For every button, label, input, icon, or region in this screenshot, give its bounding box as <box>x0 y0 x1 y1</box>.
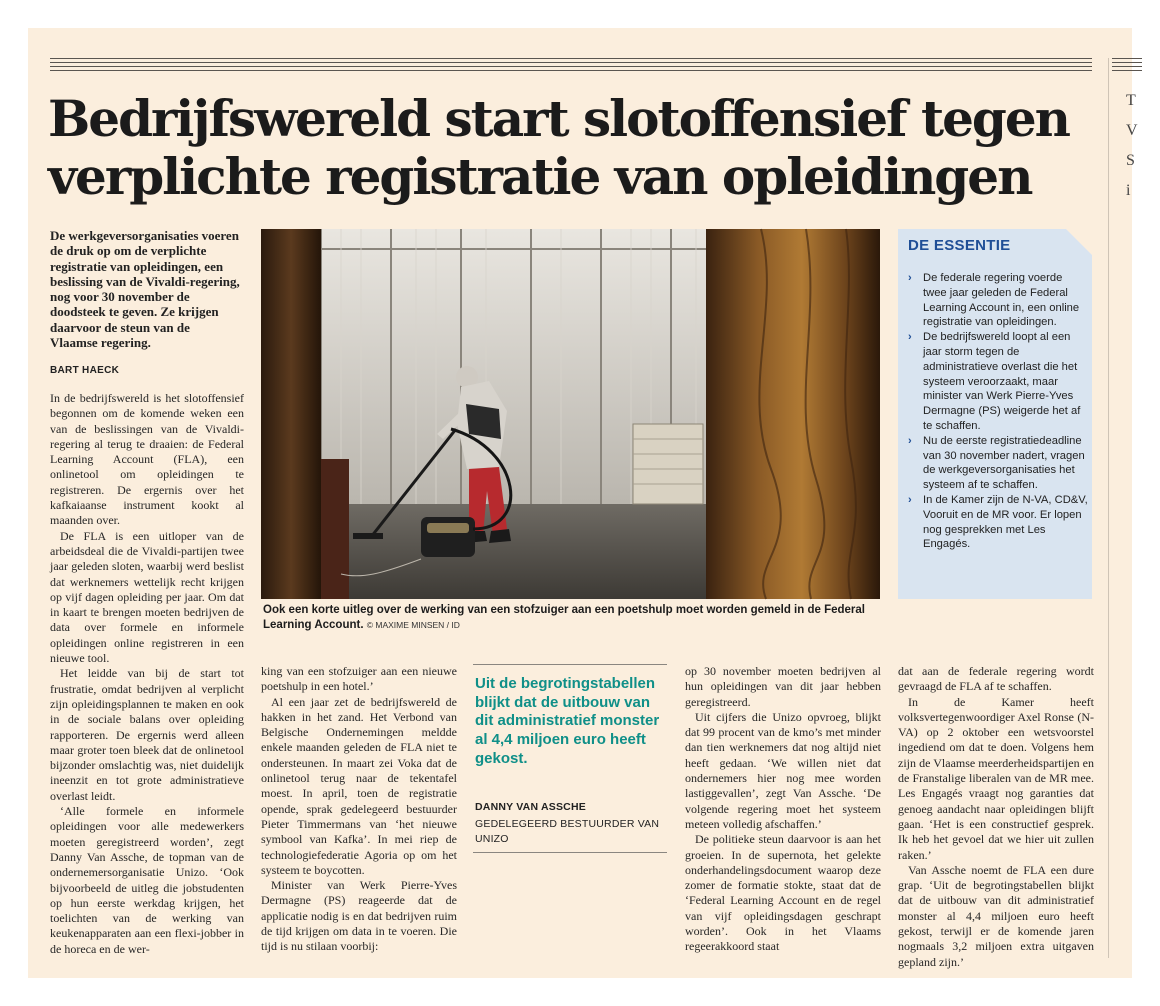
column-divider <box>1108 58 1109 958</box>
photo-credit: © MAXIME MINSEN / ID <box>366 620 460 630</box>
chevron-right-icon: › <box>908 331 912 344</box>
article-column-4 <box>898 664 1094 970</box>
article-column-2 <box>261 664 457 955</box>
quote-author-role: GEDELEGEERD BESTUURDER VAN UNIZO <box>475 818 660 845</box>
edge-letter: i <box>1126 182 1131 199</box>
essentie-box <box>898 229 1092 599</box>
headline-line-1: Bedrijfswereld start slotoffensief tegen <box>48 89 1070 148</box>
neighbor-rules <box>1112 58 1142 72</box>
chevron-right-icon: › <box>908 493 912 506</box>
quote-text: Uit de begrotingstabellen blijkt dat de uitbouw van dit administratief monster al 4,4 miljoen euro heeft gekost. <box>475 675 660 767</box>
photo-caption <box>263 603 883 633</box>
paragraph: In de Kamer heeft volksvertegenwoordiger Axel Ronse (N-VA) op 2 oktober een wetsvoorstel ingediend om dat te doen. Volgens hem zijn de Vlaamse meerderheidspartijen en de Franstalige liberalen van de MR mee. Les Engagés vraagt nog garanties dat genoeg aandacht naar opleidingen blijft gaan. ‘Het is een constructief gesprek. Ik heb het gevoel dat we hier uit zullen raken.’ <box>898 694 1094 862</box>
article-intro: De werkgeversorganisaties voeren de druk op om de verplichte registratie van opleidingen, een beslissing van de Vivaldi-regering, nog voor 30 november de doodsteek te geven. Ze krijgen daarvoor de steun van de Vlaamse regering. <box>50 228 240 351</box>
list-item-text: De bedrijfswereld loopt al een jaar storm tegen de administratieve overlast die het systeem veroorzaakt, maar minister van Werk Pierre-Yves Dermagne (PS) weigerde het af te schaffen. <box>923 331 1081 432</box>
headline <box>48 90 1098 206</box>
paragraph: De politieke steun daarvoor is aan het groeien. In de supernota, het gelekte onderhandelingsdocument waarop deze zomer de formatie stokte, staat dat de ‘Federal Learning Account en de regel van vijf opleidingsdagen geschrapt worden’. Ook in het Vlaams regeerakkoord staat <box>685 832 881 954</box>
neighbor-article-edge <box>1126 86 1136 206</box>
paragraph: De FLA is een uitloper van de arbeidsdeal die de Vivaldi-partijen twee jaar geleden sloten, waarbij werd beslist dat werknemers wettelijk recht krijgen op vijf dagen opleiding per jaar. Om dat in kaart te brengen moeten bedrijven de data over formele en informele opleidingen online registreren in een nieuwe tool. <box>50 528 244 666</box>
edge-letter: V <box>1126 122 1138 139</box>
paragraph: ‘Alle formele en informele opleidingen voor alle medewerkers moeten geregistreerd worden’, zegt Danny Van Assche, de topman van de ondernemersorganisatie Unizo. ‘Ook bijvoorbeeld de uitleg die jobstudenten op hun eerste werkdag krijgen, het toelichten van de werking van keukenapparaten aan een flexi-jobber in de horeca en de wer- <box>50 804 244 956</box>
paragraph: In de bedrijfswereld is het slotoffensief begonnen om de komende weken een van de beslissingen van de Vivaldi-regering al terug te draaien: de Federal Learning Account (FLA), een onlinetool om opleidingen te registreren. De ergernis over het kafkaiaanse instrument kookt al maanden over. <box>50 391 244 528</box>
list-item <box>908 434 1088 493</box>
list-item <box>908 330 1088 434</box>
cleaner-vacuuming-photo <box>261 229 880 599</box>
edge-letter: T <box>1126 92 1136 109</box>
paragraph: Van Assche noemt de FLA een dure grap. ‘Uit de begrotingstabellen blijkt dat de uitbouw van dit administratief monster al 4,4 miljoen euro heeft gekost, terwijl er de komende jaren nogmaals 3,2 miljoen extra uitgaven gepland zijn.’ <box>898 862 1094 969</box>
chevron-right-icon: › <box>908 434 912 447</box>
list-item-text: Nu de eerste registratiedeadline van 30 november nadert, vragen de werkgeversorganisaties het systeem af te schaffen. <box>923 434 1085 492</box>
folded-corner <box>1066 229 1092 255</box>
caption-text: Ook een korte uitleg over de werking van een stofzuiger aan een poetshulp moet worden gemeld in de Federal Learning Account. <box>263 604 865 631</box>
paragraph: op 30 november moeten bedrijven al hun opleidingen van dit jaar hebben geregistreerd. <box>685 664 881 709</box>
list-item-text: De federale regering voerde twee jaar geleden de Federal Learning Account in, een online registratie van opleidingen. <box>923 272 1080 329</box>
paragraph: king van een stofzuiger aan een nieuwe poetshulp in een hotel.’ <box>261 664 457 694</box>
list-item <box>908 493 1088 552</box>
paragraph: Al een jaar zet de bedrijfswereld de hakken in het zand. Het Verbond van Belgische Ondernemingen meldde enkele maanden geleden de FLA niet te ondersteunen. In maart zei Voka dat de onlinetool terug naar de tekentafel moest. In april, toen de registratie opende, sprak gedelegeerd bestuurder Pieter Timmermans van ‘het nieuwe symbool van Kafka’. In mei riep de technologiefederatie Agoria op om het systeem te boycotten. <box>261 694 457 877</box>
article-photo <box>261 229 880 599</box>
chevron-right-icon: › <box>908 272 912 284</box>
pull-quote <box>473 664 667 853</box>
byline: BART HAECK <box>50 365 120 376</box>
newspaper-page <box>28 28 1138 978</box>
paragraph: dat aan de federale regering wordt gevraagd de FLA af te schaffen. <box>898 664 1094 694</box>
edge-letter: S <box>1126 152 1135 169</box>
essentie-title: DE ESSENTIE <box>908 237 1011 254</box>
quote-author: DANNY VAN ASSCHE <box>475 801 586 813</box>
article-column-3 <box>685 664 881 955</box>
essentie-list <box>908 271 1088 552</box>
headline-line-2: verplichte registratie van opleidingen <box>48 147 1032 206</box>
paragraph: Uit cijfers die Unizo opvroeg, blijkt dat 99 procent van de kmo’s met minder dan tien werknemers dat nog altijd niet heeft gedaan. ‘We willen niet dat ondernemers hier nog mee worden lastiggevallen’, zegt Van Assche. ‘De volgende regering moet het systeem meteen volledig afschaffen.’ <box>685 709 881 831</box>
list-item <box>908 271 1088 330</box>
paragraph: Het leidde van bij de start tot frustratie, omdat bedrijven al verplicht zijn opleidingsplannen te maken en ook in de sociale balans over opleiding rapporteren. De ergernis werd alleen maar groter toen bleek dat de onlinetool bijzonder omslachtig was, niet duidelijk ineenzit en tot grote administratieve overlast leidt. <box>50 666 244 803</box>
paragraph: Minister van Werk Pierre-Yves Dermagne (PS) reageerde dat de applicatie nodig is en dat bedrijven ruim de tijd krijgen om data in te voeren. Die tijd is nu stilaan voorbij: <box>261 878 457 954</box>
masthead-rules <box>50 58 1092 72</box>
list-item-text: In de Kamer zijn de N-VA, CD&V, Vooruit en de MR voor. Er lopen nog gesprekken met Les Engagés. <box>923 493 1088 551</box>
article-column-1 <box>50 391 244 957</box>
